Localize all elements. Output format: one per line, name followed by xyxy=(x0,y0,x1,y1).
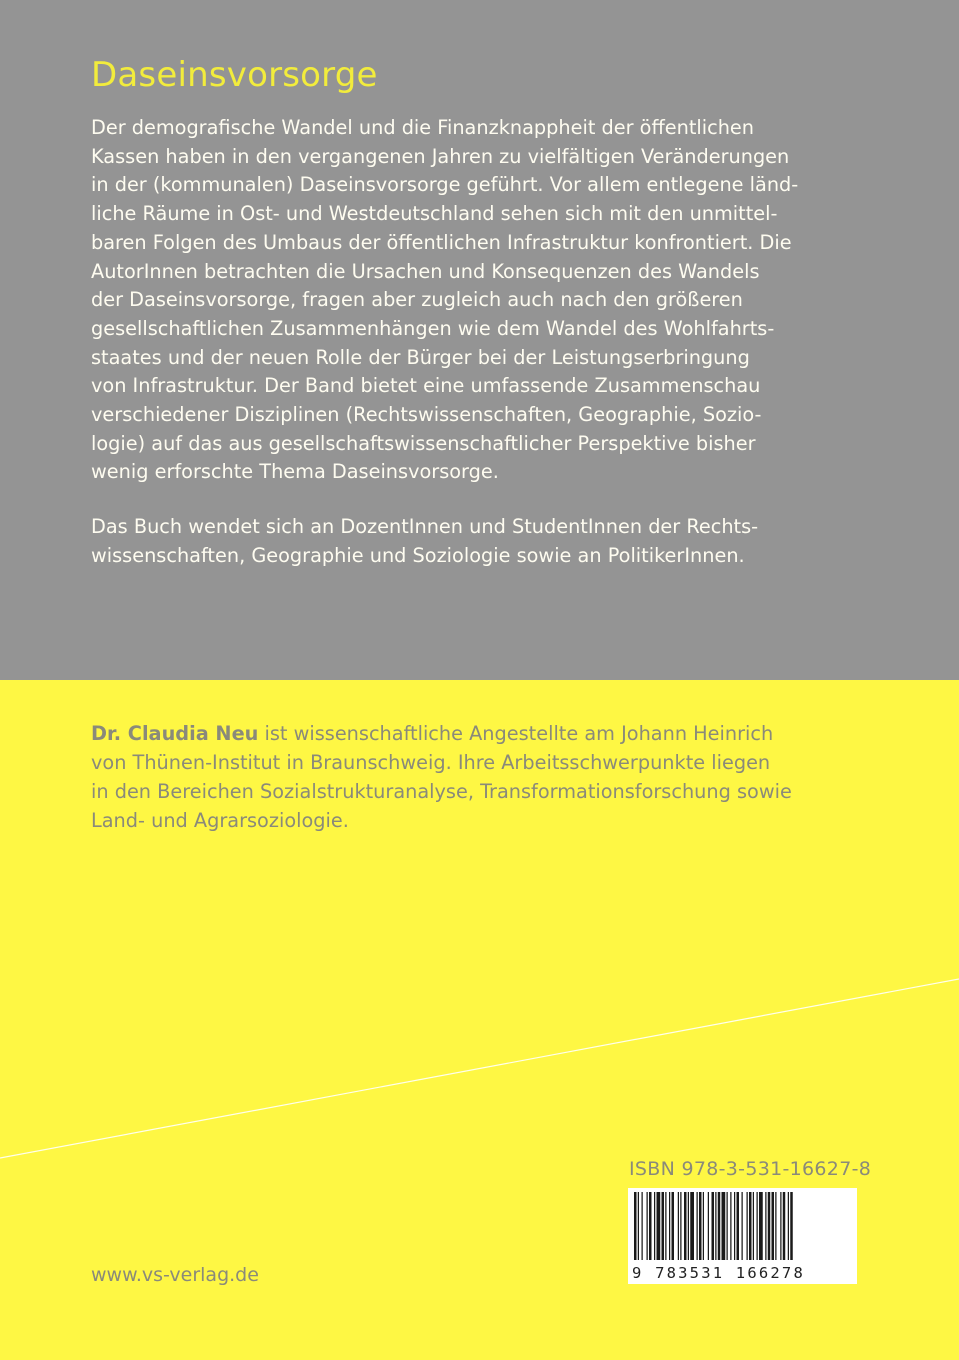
barcode-bar xyxy=(747,1192,748,1260)
barcode-bar xyxy=(768,1192,771,1260)
barcode-bar xyxy=(669,1192,670,1260)
barcode-bar xyxy=(684,1192,687,1260)
barcode-bar xyxy=(730,1192,731,1260)
barcode-bar xyxy=(783,1192,786,1260)
author-bio xyxy=(91,719,792,835)
description-paragraph xyxy=(91,114,798,487)
isbn-label: ISBN 978-3-531-16627-8 xyxy=(629,1158,872,1180)
description-line: von Infrastruktur. Der Band bietet eine umfassende Zusammenschau xyxy=(91,374,761,398)
description-line: gesellschaftlichen Zusammenhängen wie dem Wandel des Wohlfahrts- xyxy=(91,316,775,340)
author-bio-line: in den Bereichen Sozialstrukturanalyse, Transformationsforschung sowie xyxy=(91,780,792,803)
barcode-bar xyxy=(722,1192,726,1260)
barcode xyxy=(628,1188,857,1284)
barcode-bar xyxy=(734,1192,735,1260)
barcode-bars xyxy=(634,1192,793,1260)
barcode-bar xyxy=(759,1192,763,1260)
barcode-bar xyxy=(634,1192,637,1260)
barcode-bar xyxy=(727,1192,728,1260)
description-line: staates und der neuen Rolle der Bürger bei der Leistungserbringung xyxy=(91,345,750,369)
barcode-bar xyxy=(780,1192,781,1260)
barcode-bar xyxy=(699,1192,702,1260)
barcode-graphic xyxy=(628,1188,857,1284)
description-line: Kassen haben in den vergangenen Jahren zu vielfältigen Veränderungen xyxy=(91,144,790,168)
barcode-bar xyxy=(749,1192,752,1260)
barcode-bar xyxy=(790,1192,793,1260)
barcode-bar xyxy=(665,1192,666,1260)
barcode-bar xyxy=(690,1192,694,1260)
barcode-bar xyxy=(642,1192,643,1260)
description-line: in der (kommunalen) Daseinsvorsorge geführt. Vor allem entlegene länd- xyxy=(91,173,799,197)
barcode-bar xyxy=(715,1192,716,1260)
description-line: AutorInnen betrachten die Ursachen und Konsequenzen des Wandels xyxy=(91,259,760,283)
author-name: Dr. Claudia Neu xyxy=(91,722,259,745)
barcode-bar xyxy=(672,1192,675,1260)
barcode-bar xyxy=(742,1192,743,1260)
barcode-bar xyxy=(712,1192,715,1260)
barcode-bar xyxy=(654,1192,655,1260)
description-line: baren Folgen des Umbaus der öffentlichen Infrastruktur konfrontiert. Die xyxy=(91,230,792,254)
description-line: der Daseinsvorsorge, fragen aber zugleich auch nach den größeren xyxy=(91,288,743,312)
barcode-bar xyxy=(657,1192,661,1260)
description-line: verschiedener Disziplinen (Rechtswissenschaften, Geographie, Sozio- xyxy=(91,403,762,427)
barcode-bar xyxy=(703,1192,704,1260)
audience-line: Das Buch wendet sich an DozentInnen und StudentInnen der Rechts- xyxy=(91,515,759,538)
author-bio-first-line xyxy=(91,719,792,748)
barcode-bar xyxy=(718,1192,721,1260)
description-line: logie) auf das aus gesellschaftswissenschaftlicher Perspektive bisher xyxy=(91,431,756,455)
description-line: Der demografische Wandel und die Finanzknappheit der öffentlichen xyxy=(91,116,755,139)
barcode-bar xyxy=(708,1192,709,1260)
audience-line: wissenschaften, Geographie und Soziologie sowie an PolitikerInnen. xyxy=(91,543,745,567)
barcode-bar xyxy=(788,1192,789,1260)
barcode-bar xyxy=(775,1192,776,1260)
barcode-bar xyxy=(765,1192,766,1260)
barcode-bar xyxy=(688,1192,689,1260)
publisher-website: www.vs-verlag.de xyxy=(91,1264,259,1286)
barcode-bar xyxy=(737,1192,740,1260)
barcode-bar xyxy=(647,1192,648,1260)
audience-paragraph xyxy=(91,513,758,570)
author-bio-line: von Thünen-Institut in Braunschweig. Ihre Arbeitsschwerpunkte liegen xyxy=(91,751,771,774)
description-line: wenig erforschte Thema Daseinsvorsorge. xyxy=(91,460,499,484)
description-line: liche Räume in Ost- und Westdeutschland sehen sich mit den unmittel- xyxy=(91,202,778,226)
barcode-number: 9 783531 166278 xyxy=(632,1264,805,1282)
barcode-bar xyxy=(680,1192,681,1260)
barcode-bar xyxy=(638,1192,639,1260)
barcode-bar xyxy=(649,1192,652,1260)
barcode-bar xyxy=(772,1192,775,1260)
barcode-bar xyxy=(662,1192,665,1260)
barcode-bar xyxy=(697,1192,698,1260)
barcode-bar xyxy=(678,1192,679,1260)
barcode-bar xyxy=(757,1192,758,1260)
author-bio-text: ist wissenschaftliche Angestellte am Johann Heinrich xyxy=(258,722,774,745)
book-title: Daseinsvorsorge xyxy=(91,55,378,95)
author-bio-line: Land- und Agrarsoziologie. xyxy=(91,809,349,832)
barcode-bar xyxy=(753,1192,754,1260)
